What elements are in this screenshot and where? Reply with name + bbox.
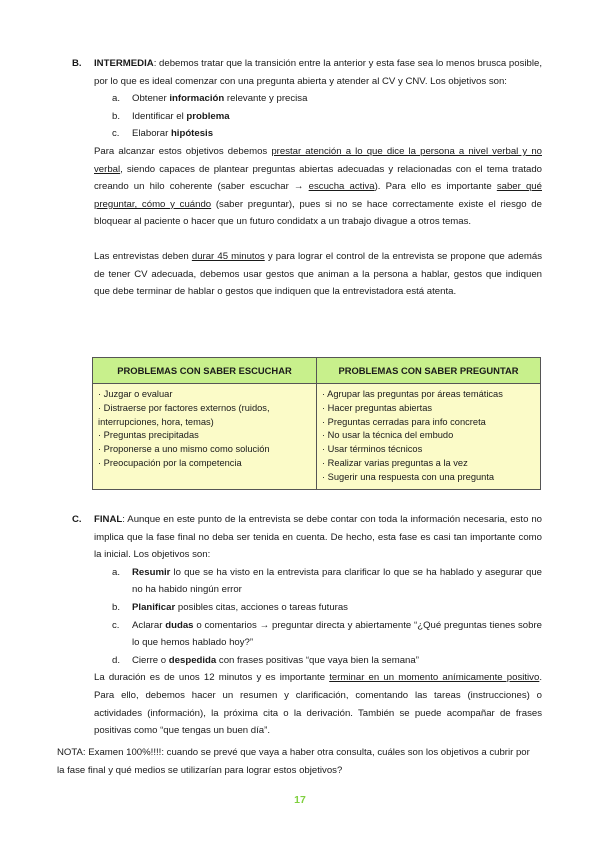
objectives-list xyxy=(112,90,542,143)
paragraph: Para alcanzar estos objetivos debemos prestar atención a lo que dice la persona a nivel verbal y no verbal, siendo capaces de plantear preguntas abiertas adecuadas y relacionadas con el tema tratado creando un hilo coherente (saber escuchar → escucha activa). Para ello es importante saber qué preguntar, cómo y cuándo (saber preguntar), pues si no se hace correctamente existe el riesgo de bloquear al paciente o hacer que un futuro condidatx a un trabajo divague a otros temas. xyxy=(94,145,542,228)
table-cell xyxy=(93,384,317,490)
list-item: · Proponerse a uno mismo como solución xyxy=(98,444,270,455)
section-final xyxy=(72,511,542,740)
list-item: c. Elaborar hipótesis xyxy=(112,128,214,140)
list-item: b. Identificar el problema xyxy=(112,110,230,122)
list-item: d. Cierre o despedida con frases positivas “que vaya bien la semana” xyxy=(112,654,419,666)
list-item: · Preguntas precipitadas xyxy=(98,430,199,441)
paragraph: La duración es de unos 12 minutos y es importante terminar en un momento anímicamente positivo. Para ello, debemos hacer un resumen y clarificación, comentando las tareas (instrucciones) o actividades (información), la próxima cita o la derivación. También se puede acompañar de frases positivas como “que tengas un buen día”. xyxy=(94,672,542,737)
list-item: b. Planificar posibles citas, acciones o tareas futuras xyxy=(112,601,348,613)
problems-table xyxy=(92,357,541,490)
section-letter: C. xyxy=(72,514,82,525)
objectives-list xyxy=(112,564,542,670)
page-number: 17 xyxy=(294,794,306,806)
table-header: PROBLEMAS CON SABER PREGUNTAR xyxy=(317,358,541,384)
list-item: · Usar términos técnicos xyxy=(322,444,423,455)
table-cell xyxy=(317,384,541,490)
list-item: · Hacer preguntas abiertas xyxy=(322,402,433,413)
list-item: · Preguntas cerradas para info concreta xyxy=(322,416,486,427)
section-title: FINAL xyxy=(94,514,123,525)
list-item: · Sugerir una respuesta con una pregunta xyxy=(322,471,495,482)
list-item: · Distraerse por factores externos (ruidos, xyxy=(98,402,270,413)
section-letter: B. xyxy=(72,58,82,69)
list-item: · Juzgar o evaluar xyxy=(98,389,173,399)
list-item: c. Aclarar dudas o comentarios → preguntar directa y abiertamente “¿Qué preguntas tienes sobre lo que hemos hablado hoy?” xyxy=(112,619,542,649)
paragraph: Las entrevistas deben durar 45 minutos y para lograr el control de la entrevista se propone que además de tener CV adecuada, debemos usar gestos que animan a la persona a hablar, gestos que indiquen que debe terminar de hablar o gestos que indiquen que la entrevistadora está atenta. xyxy=(94,250,542,298)
section-intermedia xyxy=(72,55,542,301)
list-item: interrupciones, hora, temas) xyxy=(98,416,214,427)
section-title: INTERMEDIA xyxy=(94,58,154,69)
exam-note: NOTA: Examen 100%!!!!: cuando se prevé que vaya a haber otra consulta, cuáles son los objetivos a cubrir por la fase final y qué medios se utilizarían para lograr estos objetivos? xyxy=(57,747,530,776)
list-item: a. Resumir lo que se ha visto en la entrevista para clarificar lo que se ha hablado y asegurar que no ha habido ningún error xyxy=(112,566,542,596)
section-intro: FINAL: Aunque en este punto de la entrevista se debe contar con toda la información necesaria, esto no implica que la fase final no deba ser tenida en cuenta. De hecho, esta fase es casi tan importante como la inicial. Los objetivos son: xyxy=(94,514,542,561)
list-item: · Realizar varias preguntas a la vez xyxy=(322,457,468,468)
table-header: PROBLEMAS CON SABER ESCUCHAR xyxy=(93,358,317,384)
list-item: · Preocupación por la competencia xyxy=(98,457,242,468)
list-item: a. Obtener información relevante y precisa xyxy=(112,93,308,105)
list-item: · Agrupar las preguntas por áreas temáticas xyxy=(322,389,503,399)
list-item: · No usar la técnica del embudo xyxy=(322,430,454,441)
section-intro: INTERMEDIA: debemos tratar que la transición entre la anterior y esta fase sea lo menos brusca posible, por lo que es ideal comenzar con una pregunta abierta y atender al CV y CNV. Los objetivos son: xyxy=(94,58,542,87)
